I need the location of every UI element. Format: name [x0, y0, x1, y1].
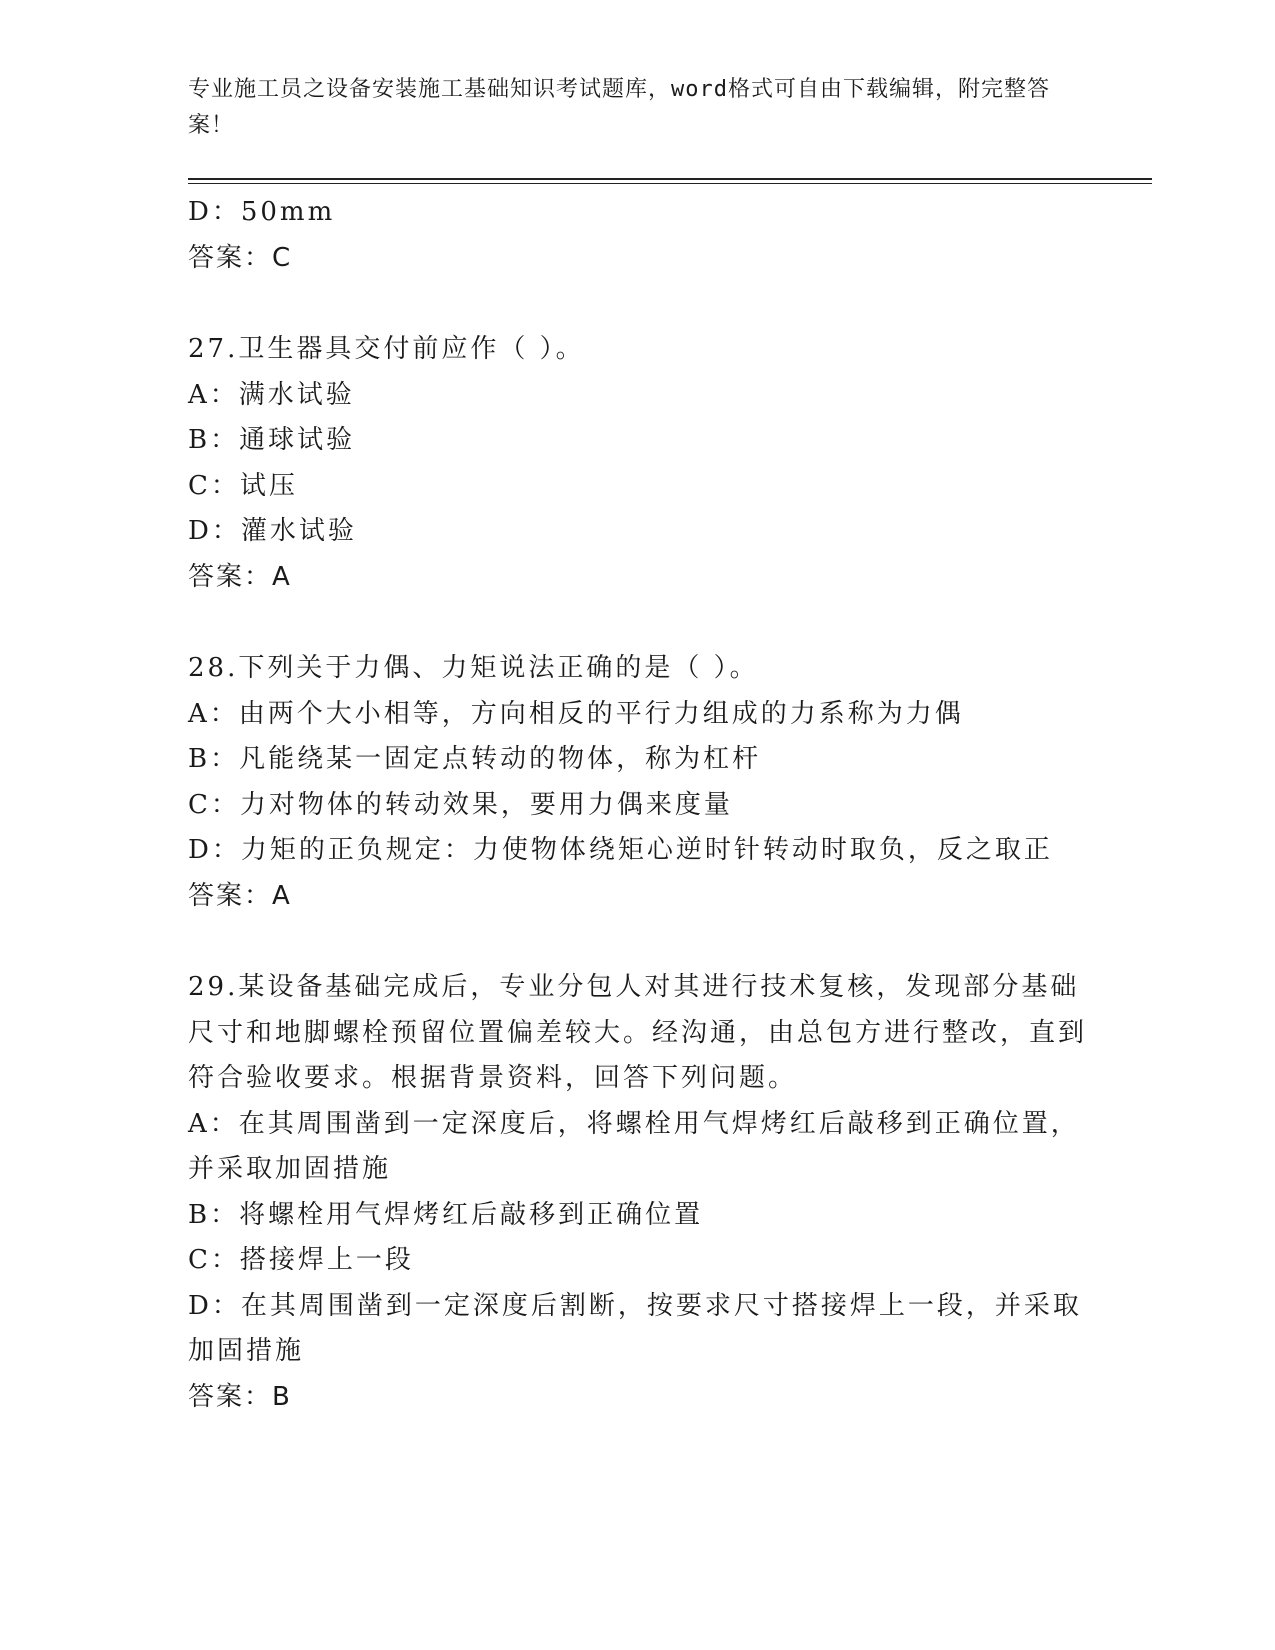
option-b: B：通球试验	[188, 425, 356, 455]
option-d: D：在其周围凿到一定深度后割断，按要求尺寸搭接焊上一段，并采取加固措施	[188, 1290, 1082, 1366]
answer: 答案：A	[188, 561, 292, 592]
question-text: 27.卫生器具交付前应作（ ）。	[188, 334, 585, 364]
header-divider-thin	[188, 183, 1152, 184]
option-d: D：50mm	[188, 197, 336, 227]
option-c: C：力对物体的转动效果，要用力偶来度量	[188, 789, 733, 820]
option-d: D：灌水试验	[188, 516, 357, 546]
spacer	[188, 919, 1088, 965]
spacer	[188, 281, 1088, 327]
option-c: C：试压	[188, 470, 298, 501]
option-a: A：在其周围凿到一定深度后，将螺栓用气焊烤红后敲移到正确位置，并采取加固措施	[188, 1108, 1080, 1184]
option-a: A：由两个大小相等，方向相反的平行力组成的力系称为力偶	[188, 698, 964, 729]
answer: 答案：A	[188, 880, 292, 911]
question-27	[188, 327, 1088, 600]
question-list	[188, 190, 1088, 1420]
document-header: 专业施工员之设备安装施工基础知识考试题库，word格式可自由下载编辑，附完整答案！	[188, 77, 1050, 138]
answer: 答案：B	[188, 1381, 292, 1412]
option-a: A：满水试验	[188, 379, 355, 410]
question-29	[188, 965, 1088, 1420]
question-text: 29.某设备基础完成后，专业分包人对其进行技术复核，发现部分基础尺寸和地脚螺栓预留位置偏差较大。经沟通，由总包方进行整改，直到符合验收要求。根据背景资料，回答下列问题。	[188, 972, 1088, 1093]
option-b: B：将螺栓用气焊烤红后敲移到正确位置	[188, 1199, 704, 1230]
answer: 答案：C	[188, 242, 293, 273]
question-28	[188, 646, 1088, 919]
spacer	[188, 600, 1088, 646]
question-text: 28.下列关于力偶、力矩说法正确的是（ ）。	[188, 653, 759, 683]
option-c: C：搭接焊上一段	[188, 1245, 414, 1275]
header-divider-thick	[188, 178, 1152, 180]
option-b: B：凡能绕某一固定点转动的物体，称为杠杆	[188, 744, 762, 774]
option-d: D：力矩的正负规定：力使物体绕矩心逆时针转动时取负，反之取正	[188, 835, 1053, 865]
